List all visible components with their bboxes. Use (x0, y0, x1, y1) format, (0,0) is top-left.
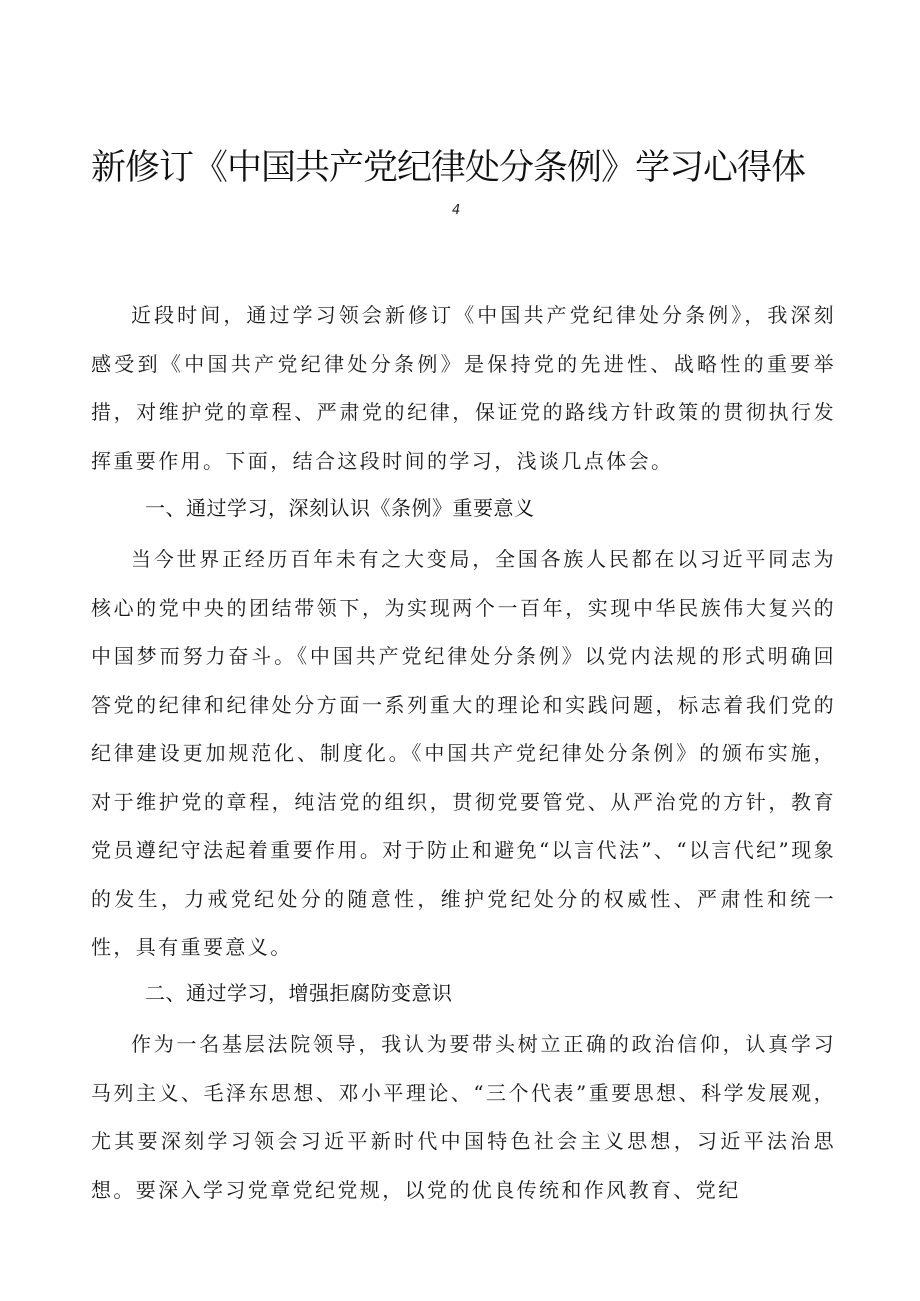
section-2-paragraph: 作为一名基层法院领导，我认为要带头树立正确的政治信仰，认真学习马列主义、毛泽东思想、邓小平理论、“三个代表”重要思想、科学发展观，尤其要深刻学习领会习近平新时代中国特色社会主义思想，习近平法治思想。要深入学习党章党纪党规，以党的优良传统和作风教育、党纪 (91, 1032, 836, 1202)
document-title: 新修订《中国共产党纪律处分条例》学习心得体 (91, 148, 806, 188)
section-2-heading: 二、通过学习，增强拒腐防变意识 (145, 981, 453, 1005)
intro-paragraph: 近段时间，通过学习领会新修订《中国共产党纪律处分条例》，我深刻感受到《中国共产党纪律处分条例》是保持党的先进性、战略性的重要举措，对维护党的章程、严肃党的纪律，保证党的路线方针政策的贯彻执行发挥重要作用。下面，结合这段时间的学习，浅谈几点体会。 (91, 303, 836, 473)
section-1-heading: 一、通过学习，深刻认识《条例》重要意义 (145, 496, 535, 520)
section-1-paragraph: 当今世界正经历百年未有之大变局，全国各族人民都在以习近平同志为核心的党中央的团结带领下，为实现两个一百年，实现中华民族伟大复兴的中国梦而努力奋斗。《中国共产党纪律处分条例》以党内法规的形式明确回答党的纪律和纪律处分方面一系列重大的理论和实践问题，标志着我们党的纪律建设更加规范化、制度化。《中国共产党纪律处分条例》的颁布实施，对于维护党的章程，纯洁党的组织，贯彻党要管党、从严治党的方针，教育党员遵纪守法起着重要作用。对于防止和避免“以言代法”、“以言代纪”现象的发生，力戒党纪处分的随意性，维护党纪处分的权威性、严肃性和统一性，具有重要意义。 (91, 547, 836, 959)
page-number: 4 (452, 203, 461, 218)
